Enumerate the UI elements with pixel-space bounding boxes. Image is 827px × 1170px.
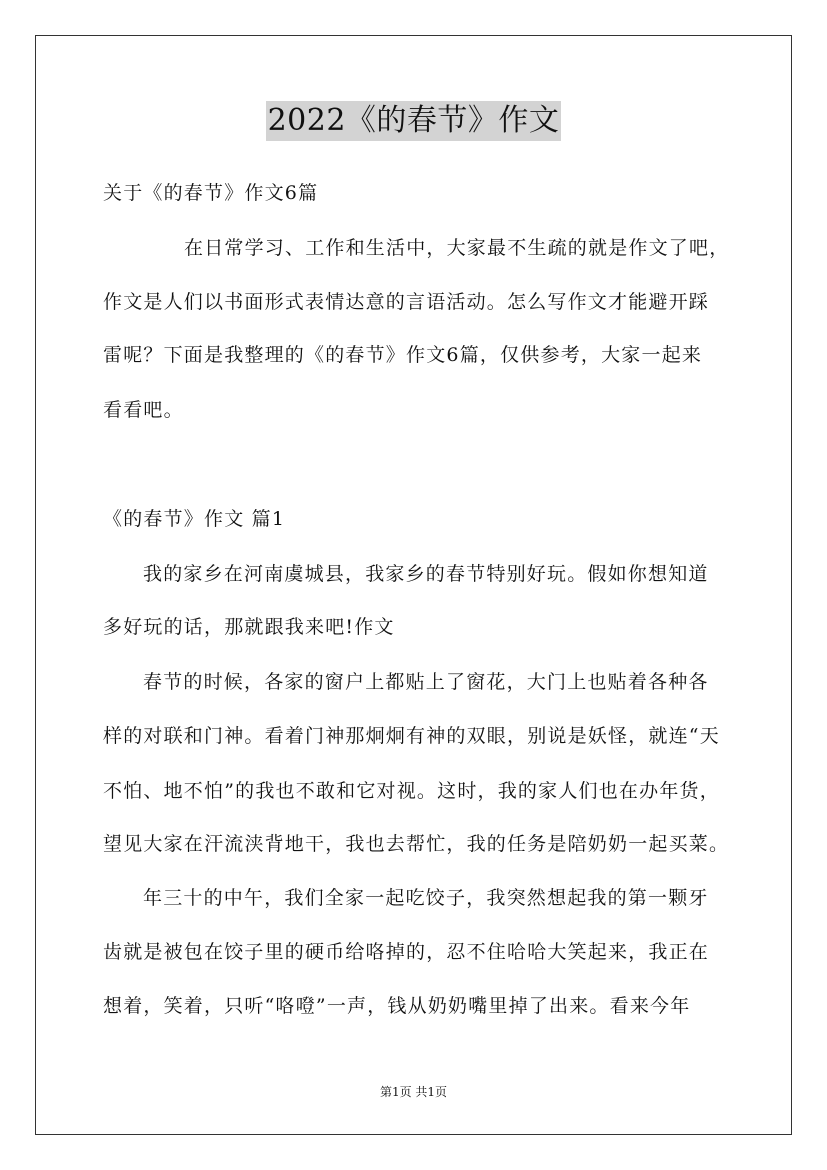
intro-line: 雷呢？下面是我整理的《的春节》作文6篇，仅供参考，大家一起来 xyxy=(103,344,703,366)
intro-line: 看看吧。 xyxy=(103,399,184,421)
body-line: 望见大家在汗流浃背地干，我也去帮忙，我的任务是陪奶奶一起买菜。 xyxy=(103,833,730,855)
body-line: 想着，笑着，只听“咯噔”一声，钱从奶奶嘴里掉了出来。看来今年 xyxy=(103,995,691,1017)
body-line: 年三十的中午，我们全家一起吃饺子，我突然想起我的第一颗牙 xyxy=(143,887,709,909)
intro-line: 在日常学习、工作和生活中，大家最不生疏的就是作文了吧， xyxy=(184,237,730,259)
body-line: 多好玩的话，那就跟我来吧!作文 xyxy=(103,616,395,638)
subtitle: 关于《的春节》作文6篇 xyxy=(103,182,319,204)
document-title: 2022《的春节》作文 xyxy=(266,101,562,141)
intro-line: 作文是人们以书面形式表情达意的言语活动。怎么写作文才能避开踩 xyxy=(103,291,710,313)
body-line: 齿就是被包在饺子里的硬币给咯掉的，忍不住哈哈大笑起来，我正在 xyxy=(103,941,710,963)
page-footer: 第1页 共1页 xyxy=(379,1085,448,1099)
body-line: 样的对联和门神。看着门神那炯炯有神的双眼，别说是妖怪，就连“天 xyxy=(103,725,720,747)
title-container xyxy=(0,101,827,141)
body-line: 春节的时候，各家的窗户上都贴上了窗花，大门上也贴着各种各 xyxy=(143,671,709,693)
body-line: 我的家乡在河南虞城县，我家乡的春节特别好玩。假如你想知道 xyxy=(143,563,709,585)
section-heading: 《的春节》作文 篇1 xyxy=(103,508,286,530)
body-line: 不怕、地不怕”的我也不敢和它对视。这时，我的家人们也在办年货， xyxy=(103,780,720,802)
